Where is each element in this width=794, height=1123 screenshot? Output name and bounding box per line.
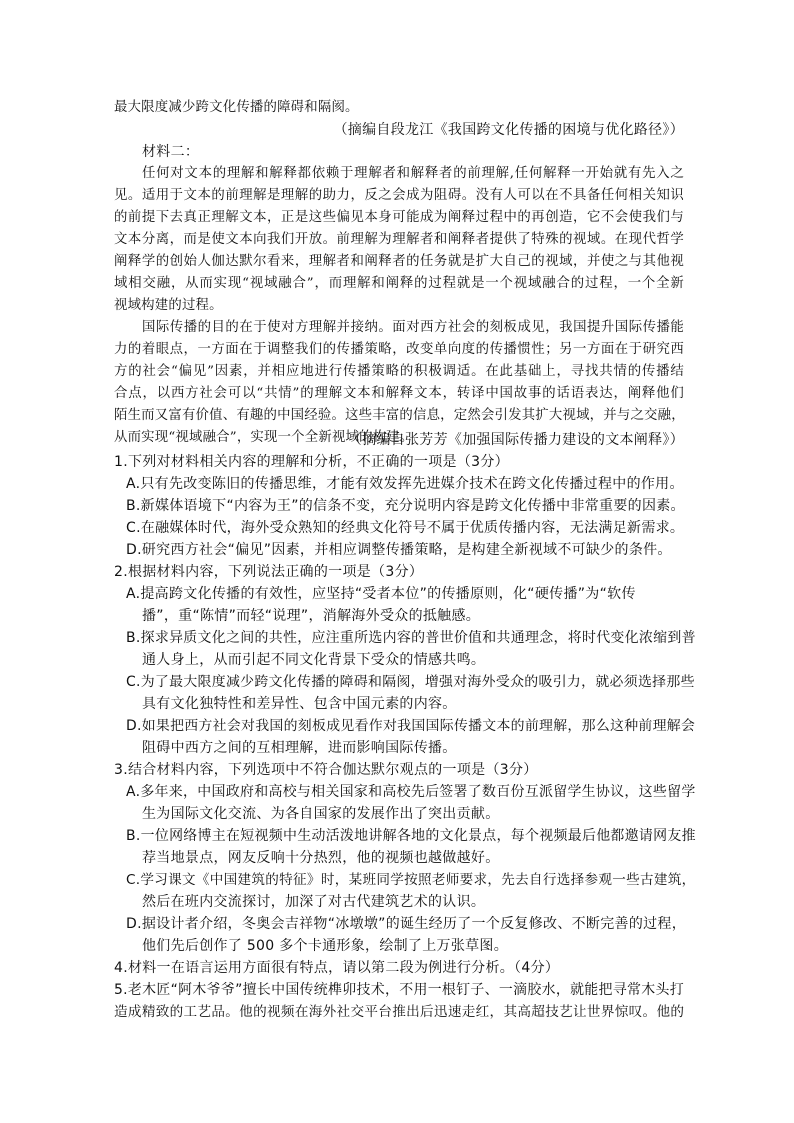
material2-p2-line: 合点，以西方社会可以“共情”的理解文本和解释文本，转译中国故事的话语表达，阐释他们 [114,386,684,401]
q1-option-a: A.只有先改变陈旧的传播思维，才能有效发挥先进媒介技术在跨文化传播过程中的作用。 [126,476,684,492]
q3-option-a: A.多年来，中国政府和高校与相关国家和高校先后签署了数百份互派留学生协议，这些留学 [126,784,696,800]
q1-option-c: C.在融媒体时代，海外受众熟知的经典文化符号不属于优质传播内容，无法满足新需求。 [126,520,685,536]
material2-p2-line: 力的着眼点，一方面在于调整我们的传播策略，改变单向度的传播惯性；另一方面在于研究西 [114,342,684,357]
q3-option-d-cont: 他们先后创作了 500 多个卡通形象，绘制了上万张草图。 [142,938,509,954]
q2-option-d-cont: 阻碍中西方之间的互相理解，进而影响国际传播。 [142,740,457,756]
material2-title: 材料二： [142,144,200,160]
q3-option-b: B.一位网络博主在短视频中生动活泼地讲解各地的文化景点，每个视频最后他都邀请网友推 [126,828,696,844]
q2-stem: 2.根据材料内容，下列说法正确的一项是（3分） [114,564,424,580]
q1-stem: 1.下列对材料相关内容的理解和分析，不正确的一项是（3分） [114,454,509,470]
q3-stem: 3.结合材料内容，下列选项中不符合伽达默尔观点的一项是（3分） [114,762,538,778]
q2-option-d: D.如果把西方社会对我国的刻板成见看作对我国国际传播文本的前理解，那么这种前理解会 [126,718,696,734]
material2-p1-line: 域相交融，从而实现“视域融合”，而理解和阐释的过程就是一个视域融合的过程，一个全新 [114,276,684,291]
material2-p1-line: 任何对文本的理解和解释都依赖于理解者和解释者的前理解,任何解释一开始就有先入之 [142,166,684,181]
material2-p1-line: 见。适用于文本的前理解是理解的助力，反之会成为阻碍。没有人可以在不具备任何相关知识 [114,188,684,203]
material2-p1-line: 的前提下去真正理解文本，正是这些偏见本身可能成为阐释过程中的再创造，它不会使我们与 [114,210,684,225]
material2-p2-line: 国际传播的目的在于使对方理解并接纳。面对西方社会的刻板成见，我国提升国际传播能 [142,320,684,335]
material2-p2-line: 从而实现“视域融合”，实现一个全新视域的构建。 [114,430,414,445]
q2-option-a: A.提高跨文化传播的有效性，应坚持“受者本位”的传播原则，化“硬传播”为“软传 [126,586,636,602]
q5-stem-line: 5.老木匠“阿木爷爷”擅长中国传统榫卯技术，不用一根钉子、一滴胶水，就能把寻常木头打 [114,982,684,998]
material2-p1-line: 视域构建的过程。 [114,298,223,313]
q2-option-a-cont: 播”，重“陈情”而轻“说理”，消解海外受众的抵触感。 [142,608,481,624]
material2-source: （摘编自张芳芳《加强国际传播力建设的文本阐释》） [347,432,684,448]
material2-p2-line: 陌生而又富有价值、有趣的中国经验。这些丰富的信息，定然会引发其扩大视域，并与之交融， [114,408,685,423]
q3-option-c-cont: 然后在班内交流探讨，加深了对古代建筑艺术的认识。 [142,894,486,910]
q3-option-b-cont: 荐当地景点，网友反响十分热烈，他的视频也越做越好。 [142,850,500,866]
q3-option-d: D.据设计者介绍，冬奥会吉祥物“冰墩墩”的诞生经历了一个反复修改、不断完善的过程， [126,916,687,932]
material2-p2-line: 方的社会“偏见”因素，并相应地进行传播策略的积极调适。在此基础上，寻找共情的传播结 [114,364,684,379]
q4-stem: 4.材料一在语言运用方面很有特点，请以第二段为例进行分析。（4分） [114,960,560,976]
material2-p1-line: 阐释学的创始人伽达默尔看来，理解者和阐释者的任务就是扩大自己的视域，并使之与其他视 [114,254,684,269]
material1-last-line: 最大限度减少跨文化传播的障碍和隔阂。 [114,100,359,115]
material2-p1-line: 文本分离，而是使文本向我们开放。前理解为理解者和阐释者提供了特殊的视域。在现代哲学 [114,232,684,247]
q5-stem-line: 造成精致的工艺品。他的视频在海外社交平台推出后迅速走红，其高超技艺让世界惊叹。他的 [114,1004,685,1020]
q3-option-c: C.学习课文《中国建筑的特征》时，某班同学按照老师要求，先去自行选择参观一些古建筑， [126,872,696,888]
q2-option-b: B.探求异质文化之间的共性，应注重所选内容的普世价值和共通理念，将时代变化浓缩到普 [126,630,696,646]
material1-source: （摘编自段龙江《我国跨文化传播的困境与优化路径》） [333,122,684,138]
q2-option-c: C.为了最大限度减少跨文化传播的障碍和隔阂，增强对海外受众的吸引力，就必须选择那些 [126,674,695,690]
q2-option-c-cont: 具有文化独特性和差异性、包含中国元素的内容。 [142,696,457,712]
q2-option-b-cont: 通人身上，从而引起不同文化背景下受众的情感共鸣。 [142,652,486,668]
q1-option-b: B.新媒体语境下“内容为王”的信条不变，充分说明内容是跨文化传播中非常重要的因素。 [126,498,685,514]
q1-option-d: D.研究西方社会“偏见”因素，并相应调整传播策略，是构建全新视域不可缺少的条件。 [126,542,672,558]
q3-option-a-cont: 生为国际文化交流、为各自国家的发展作出了突出贡献。 [142,806,500,822]
